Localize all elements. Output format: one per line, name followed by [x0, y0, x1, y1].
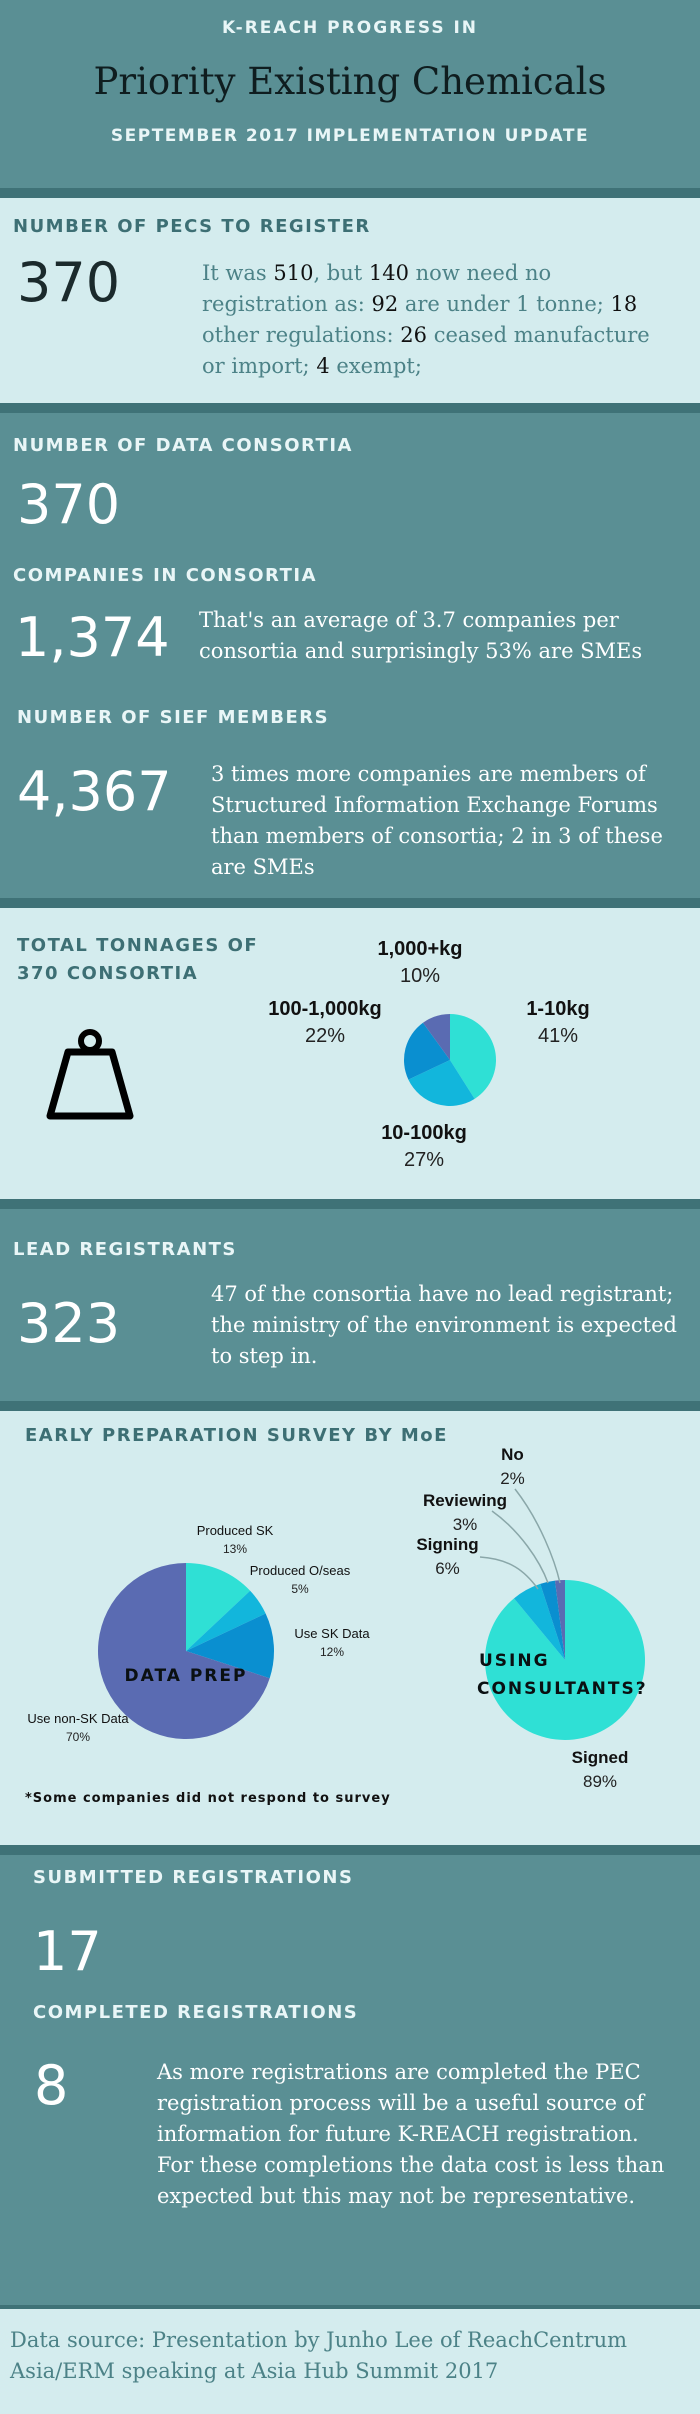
leader-line: [515, 1489, 560, 1583]
completed-value: 8: [34, 2054, 69, 2117]
tonnage-section: [0, 908, 700, 1199]
pecs-description: It was 510, but 140 now need no registration as: 92 are under 1 tonne; 18 other regulations: 26 ceased manufacture or import; 4 exempt;: [202, 261, 650, 378]
divider: [0, 1845, 700, 1855]
pie-label-value: 3%: [452, 1515, 478, 1534]
survey-section: [0, 1411, 700, 1845]
consortia-section: [0, 413, 700, 898]
pie-label: [400, 1535, 495, 1579]
consultants-chart-title: USING CONSULTANTS?: [477, 1651, 648, 1699]
lead-section: [0, 1209, 700, 1401]
lead-label: LEAD REGISTRANTS: [13, 1239, 237, 1260]
completed-label: COMPLETED REGISTRATIONS: [33, 2002, 359, 2023]
pie-label: [18, 1711, 138, 1744]
pie-label: [503, 998, 613, 1048]
pecs-section: [0, 198, 700, 403]
pie-label-name: 1,000+kg: [377, 938, 463, 960]
consortia-value: 370: [17, 473, 121, 536]
pie-label-name: 1-10kg: [526, 998, 590, 1020]
pie-label-value: 13%: [222, 1542, 248, 1556]
pie-label-name: 10-100kg: [381, 1122, 467, 1144]
pie-label: [272, 1626, 392, 1659]
pie-label: [550, 1748, 650, 1792]
pie-label: [180, 1523, 290, 1556]
pie-label-value: 12%: [319, 1645, 345, 1659]
header-section: [0, 0, 700, 188]
pie-label-name: Signed: [571, 1748, 629, 1767]
data-source: Data source: Presentation by Junho Lee of ReachCentrum Asia/ERM speaking at Asia Hub Summit 2017: [10, 2328, 628, 2383]
divider: [0, 1401, 700, 1411]
lead-value: 323: [17, 1292, 121, 1355]
pie-label-value: 5%: [291, 1582, 309, 1596]
pecs-label: NUMBER OF PECS TO REGISTER: [13, 216, 371, 237]
divider: [0, 188, 700, 198]
consortia-label: NUMBER OF DATA CONSORTIA: [13, 435, 353, 456]
pie-label-name: Produced O/seas: [249, 1563, 351, 1578]
survey-label: EARLY PREPARATION SURVEY BY MoE: [25, 1425, 448, 1446]
survey-footnote: *Some companies did not respond to survey: [25, 1791, 391, 1806]
tonnage-pie-chart: [400, 1010, 500, 1110]
companies-description: That's an average of 3.7 companies per consortia and surprisingly 53% are SMEs: [199, 608, 643, 663]
divider: [0, 1199, 700, 1209]
pie-label: [364, 1122, 484, 1172]
header-kicker: K-REACH PROGRESS IN: [221, 18, 479, 38]
pecs-value: 370: [17, 251, 121, 314]
pie-label-name: Signing: [416, 1535, 479, 1554]
pie-label-name: No: [501, 1445, 524, 1464]
pie-label-name: Reviewing: [422, 1491, 508, 1510]
pie-label-value: 70%: [65, 1730, 91, 1744]
companies-value: 1,374: [15, 606, 170, 669]
submitted-label: SUBMITTED REGISTRATIONS: [33, 1867, 354, 1888]
pie-label-name: Use non-SK Data: [27, 1711, 129, 1726]
pie-label-value: 6%: [435, 1559, 460, 1578]
pie-label: [240, 1563, 360, 1596]
companies-label: COMPANIES IN CONSORTIA: [13, 565, 318, 586]
pie-label-value: 10%: [399, 965, 441, 987]
registrations-section: [0, 1855, 700, 2305]
divider: [0, 898, 700, 908]
sief-label: NUMBER OF SIEF MEMBERS: [17, 707, 330, 728]
pie-label-name: 100-1,000kg: [268, 998, 382, 1020]
pie-label: [360, 938, 480, 988]
lead-description: 47 of the consortia have no lead registrant; the ministry of the environment is expected to step in.: [211, 1282, 677, 1368]
pie-label-name: Produced SK: [196, 1523, 274, 1538]
tonnage-label: TOTAL TONNAGES OF 370 CONSORTIA: [17, 935, 259, 984]
footer-section: [0, 2309, 700, 2414]
pie-label-value: 89%: [582, 1772, 618, 1791]
submitted-value: 17: [33, 1920, 102, 1983]
pie-label: [255, 998, 395, 1048]
divider: [0, 403, 700, 413]
completed-description: As more registrations are completed the PEC registration process will be a useful source of information for future K-REACH registration. For these completions the data cost is less than expected but this may not be representative.: [157, 2060, 665, 2208]
header-subtitle: SEPTEMBER 2017 IMPLEMENTATION UPDATE: [110, 126, 590, 146]
sief-description: 3 times more companies are members of Structured Information Exchange Forums than members of consortia; 2 in 3 of these are SMEs: [211, 762, 663, 879]
pie-label-value: 27%: [403, 1149, 445, 1171]
pie-label-value: 2%: [500, 1469, 525, 1488]
weight-icon: [40, 1028, 140, 1128]
pie-label-value: 22%: [304, 1025, 346, 1047]
pie-label: [410, 1491, 520, 1535]
sief-value: 4,367: [17, 760, 172, 823]
pie-label-name: Use SK Data: [294, 1626, 370, 1641]
pie-label-value: 41%: [537, 1025, 579, 1047]
data-prep-chart-title: DATA PREP: [124, 1666, 248, 1686]
pie-label: [470, 1445, 555, 1489]
page-title: Priority Existing Chemicals: [93, 60, 607, 103]
